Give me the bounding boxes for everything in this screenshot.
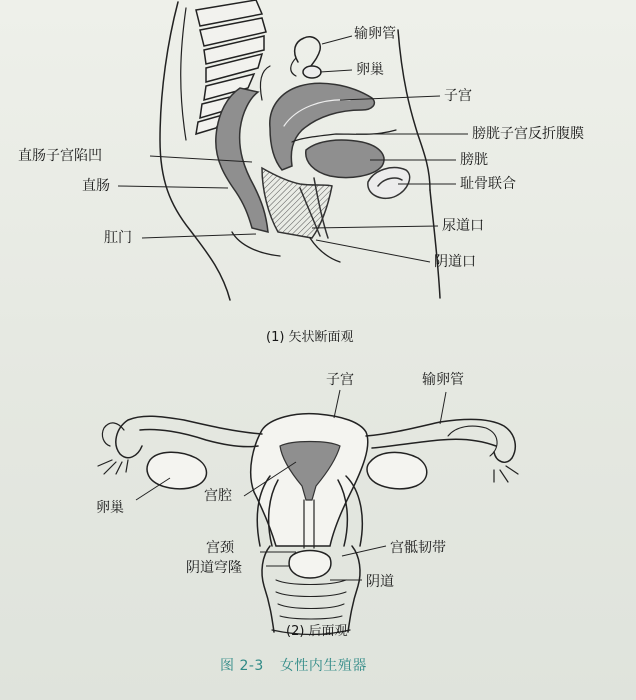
figure-number: 图 2-3 xyxy=(220,658,264,674)
label-vesicouterine-fold: 膀胱子宫反折腹膜 xyxy=(472,126,584,142)
label-bladder: 膀胱 xyxy=(460,152,488,168)
caption-posterior: (2) 后面观 xyxy=(286,624,348,639)
left-tube-outline xyxy=(116,416,262,457)
label-uterosacral-ligament: 宫骶韧带 xyxy=(390,540,446,556)
caption-sagittal: (1) 矢状断面观 xyxy=(266,330,354,345)
sagittal-diagram xyxy=(160,0,440,300)
label-fallopian-tube-posterior: 输卵管 xyxy=(422,372,464,388)
cervix-knob xyxy=(289,551,331,579)
label-cervix: 宫颈 xyxy=(206,540,234,556)
ovary-shape xyxy=(303,66,321,78)
left-ovary-shape xyxy=(147,452,207,489)
thigh-outline xyxy=(430,190,440,298)
posterior-diagram xyxy=(98,414,518,635)
figure-title: 女性内生殖器 xyxy=(279,658,367,674)
label-rectum: 直肠 xyxy=(82,178,110,194)
label-vaginal-orifice: 阴道口 xyxy=(434,254,476,270)
label-ovary-sagittal: 卵巢 xyxy=(356,62,384,78)
label-uterine-cavity: 宫腔 xyxy=(204,488,232,504)
label-uterus-sagittal: 子宫 xyxy=(444,88,472,104)
right-ovary-shape xyxy=(367,452,427,488)
label-uterus-posterior: 子宫 xyxy=(326,372,354,388)
label-fallopian-tube-sagittal: 输卵管 xyxy=(354,26,396,42)
fallopian-tube-shape xyxy=(295,37,321,70)
label-pubic-symphysis: 耻骨联合 xyxy=(460,176,516,192)
label-anus: 肛门 xyxy=(104,230,132,246)
abdominal-wall xyxy=(398,30,430,190)
label-rectouterine-pouch: 直肠子宫陷凹 xyxy=(18,148,102,164)
label-ovary-posterior: 卵巢 xyxy=(96,500,124,516)
label-urethral-orifice: 尿道口 xyxy=(442,218,484,234)
bladder-shape xyxy=(306,140,384,177)
label-vagina: 阴道 xyxy=(366,574,394,590)
label-vaginal-fornix: 阴道穹隆 xyxy=(186,560,242,576)
figure-caption xyxy=(220,658,383,674)
